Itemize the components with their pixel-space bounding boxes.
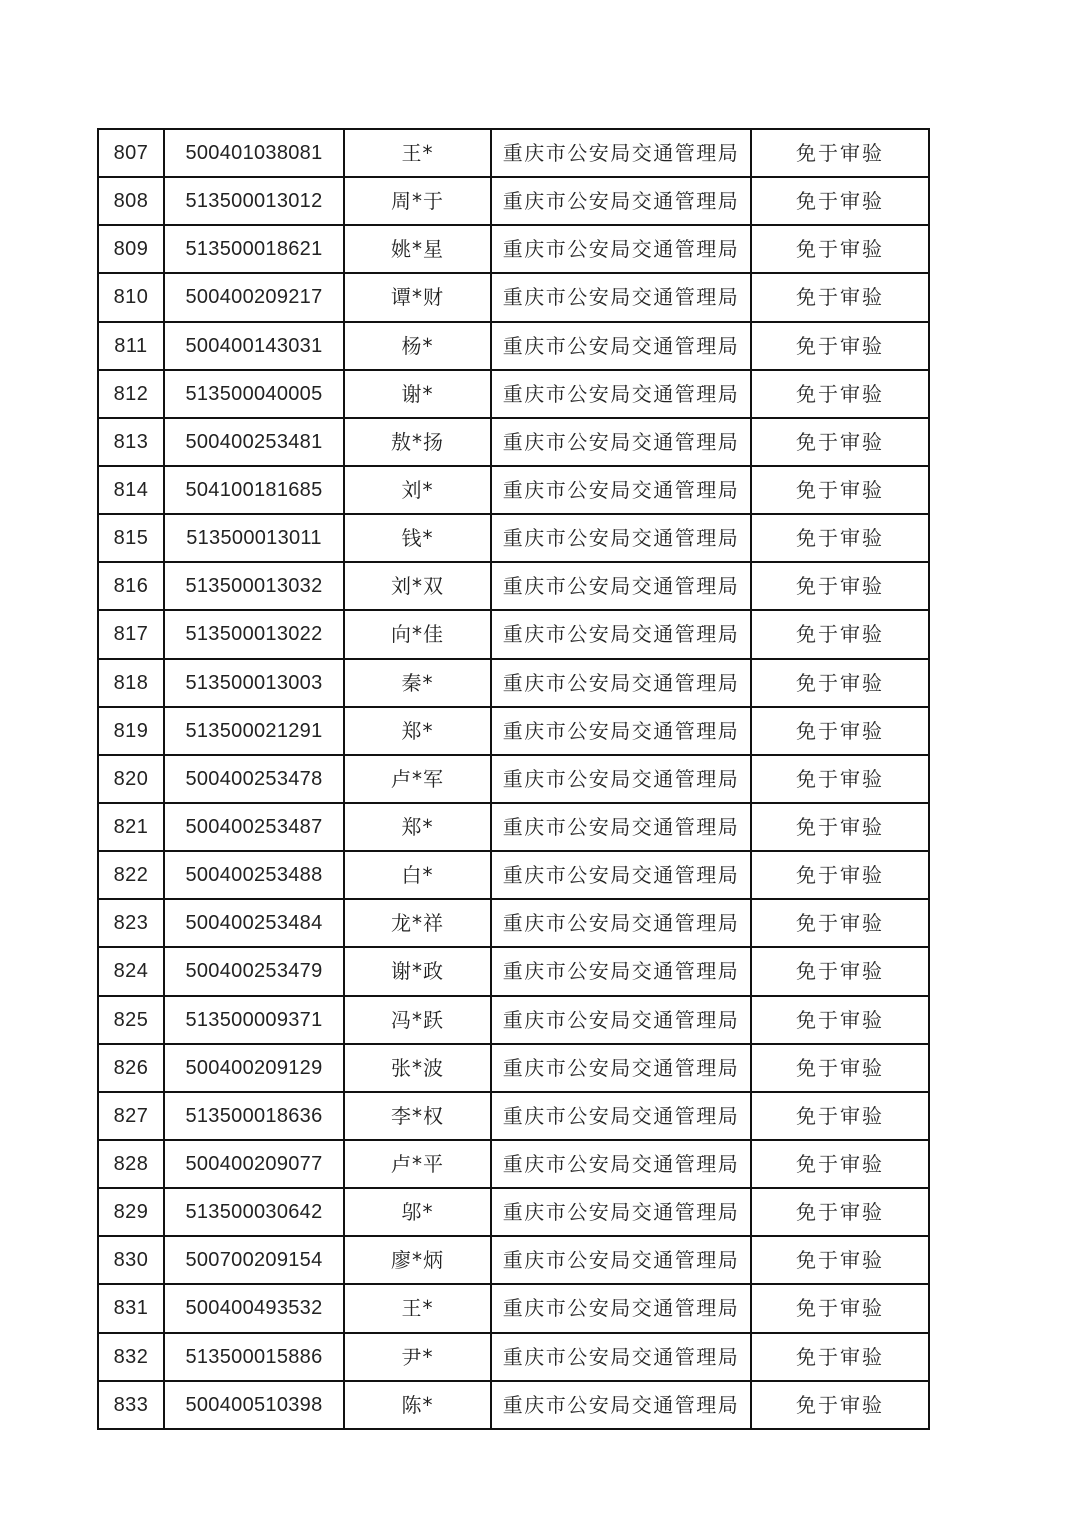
table-row: [98, 514, 929, 562]
serial-number-cell: 822: [98, 851, 164, 899]
person-name-cell: 郑*: [344, 803, 491, 851]
issuing-authority-cell: 重庆市公安局交通管理局: [491, 466, 751, 514]
table-row: [98, 1092, 929, 1140]
serial-number-cell: 829: [98, 1188, 164, 1236]
issuing-authority-cell: 重庆市公安局交通管理局: [491, 129, 751, 177]
serial-number-cell: 825: [98, 996, 164, 1044]
review-result-cell: 免于审验: [751, 1381, 929, 1429]
issuing-authority-cell: 重庆市公安局交通管理局: [491, 1044, 751, 1092]
table-row: [98, 1044, 929, 1092]
issuing-authority-cell: 重庆市公安局交通管理局: [491, 1284, 751, 1332]
issuing-authority-cell: 重庆市公安局交通管理局: [491, 659, 751, 707]
review-result-cell: 免于审验: [751, 1092, 929, 1140]
table-row: [98, 996, 929, 1044]
issuing-authority-cell: 重庆市公安局交通管理局: [491, 322, 751, 370]
certificate-number-cell: 500400253488: [164, 851, 344, 899]
certificate-number-cell: 513500013011: [164, 514, 344, 562]
person-name-cell: 敖*扬: [344, 418, 491, 466]
certificate-number-cell: 500400209217: [164, 273, 344, 321]
review-result-cell: 免于审验: [751, 803, 929, 851]
certificate-number-cell: 500400253479: [164, 947, 344, 995]
person-name-cell: 尹*: [344, 1333, 491, 1381]
issuing-authority-cell: 重庆市公安局交通管理局: [491, 1236, 751, 1284]
serial-number-cell: 821: [98, 803, 164, 851]
person-name-cell: 卢*军: [344, 755, 491, 803]
certificate-number-cell: 500400209077: [164, 1140, 344, 1188]
table-row: [98, 947, 929, 995]
certificate-number-cell: 500400510398: [164, 1381, 344, 1429]
certificate-number-cell: 513500018621: [164, 225, 344, 273]
table-row: [98, 562, 929, 610]
issuing-authority-cell: 重庆市公安局交通管理局: [491, 1381, 751, 1429]
review-result-cell: 免于审验: [751, 707, 929, 755]
table-row: [98, 225, 929, 273]
person-name-cell: 秦*: [344, 659, 491, 707]
table-row: [98, 659, 929, 707]
table-row: [98, 610, 929, 658]
serial-number-cell: 819: [98, 707, 164, 755]
table-row: [98, 707, 929, 755]
person-name-cell: 王*: [344, 129, 491, 177]
issuing-authority-cell: 重庆市公安局交通管理局: [491, 273, 751, 321]
person-name-cell: 周*于: [344, 177, 491, 225]
person-name-cell: 钱*: [344, 514, 491, 562]
table-row: [98, 851, 929, 899]
table-row: [98, 322, 929, 370]
certificate-number-cell: 513500018636: [164, 1092, 344, 1140]
person-name-cell: 谢*政: [344, 947, 491, 995]
serial-number-cell: 833: [98, 1381, 164, 1429]
review-result-cell: 免于审验: [751, 851, 929, 899]
person-name-cell: 刘*: [344, 466, 491, 514]
review-result-cell: 免于审验: [751, 418, 929, 466]
serial-number-cell: 824: [98, 947, 164, 995]
certificate-number-cell: 500401038081: [164, 129, 344, 177]
review-result-cell: 免于审验: [751, 1333, 929, 1381]
serial-number-cell: 832: [98, 1333, 164, 1381]
person-name-cell: 杨*: [344, 322, 491, 370]
table-row: [98, 1236, 929, 1284]
table-row: [98, 129, 929, 177]
review-result-cell: 免于审验: [751, 1284, 929, 1332]
issuing-authority-cell: 重庆市公安局交通管理局: [491, 514, 751, 562]
review-result-cell: 免于审验: [751, 1140, 929, 1188]
certificate-number-cell: 513500013012: [164, 177, 344, 225]
certificate-number-cell: 513500015886: [164, 1333, 344, 1381]
review-result-cell: 免于审验: [751, 947, 929, 995]
serial-number-cell: 828: [98, 1140, 164, 1188]
person-name-cell: 向*佳: [344, 610, 491, 658]
issuing-authority-cell: 重庆市公安局交通管理局: [491, 370, 751, 418]
table-row: [98, 418, 929, 466]
serial-number-cell: 812: [98, 370, 164, 418]
certificate-number-cell: 513500013003: [164, 659, 344, 707]
certificate-number-cell: 500400253481: [164, 418, 344, 466]
certificate-number-cell: 513500013022: [164, 610, 344, 658]
person-name-cell: 龙*祥: [344, 899, 491, 947]
table-row: [98, 1188, 929, 1236]
certificate-number-cell: 500400143031: [164, 322, 344, 370]
certificate-number-cell: 513500013032: [164, 562, 344, 610]
review-result-cell: 免于审验: [751, 755, 929, 803]
table-row: [98, 370, 929, 418]
certificate-number-cell: 500400253487: [164, 803, 344, 851]
issuing-authority-cell: 重庆市公安局交通管理局: [491, 610, 751, 658]
person-name-cell: 白*: [344, 851, 491, 899]
table-row: [98, 466, 929, 514]
issuing-authority-cell: 重庆市公安局交通管理局: [491, 1188, 751, 1236]
certificate-number-cell: 513500009371: [164, 996, 344, 1044]
table-row: [98, 1284, 929, 1332]
serial-number-cell: 831: [98, 1284, 164, 1332]
issuing-authority-cell: 重庆市公安局交通管理局: [491, 562, 751, 610]
serial-number-cell: 827: [98, 1092, 164, 1140]
serial-number-cell: 810: [98, 273, 164, 321]
certificate-number-cell: 504100181685: [164, 466, 344, 514]
issuing-authority-cell: 重庆市公安局交通管理局: [491, 707, 751, 755]
review-result-cell: 免于审验: [751, 322, 929, 370]
certificate-number-cell: 500400209129: [164, 1044, 344, 1092]
certificate-number-cell: 513500030642: [164, 1188, 344, 1236]
review-result-cell: 免于审验: [751, 177, 929, 225]
serial-number-cell: 830: [98, 1236, 164, 1284]
review-result-cell: 免于审验: [751, 225, 929, 273]
person-name-cell: 谢*: [344, 370, 491, 418]
serial-number-cell: 808: [98, 177, 164, 225]
issuing-authority-cell: 重庆市公安局交通管理局: [491, 851, 751, 899]
serial-number-cell: 815: [98, 514, 164, 562]
serial-number-cell: 811: [98, 322, 164, 370]
serial-number-cell: 826: [98, 1044, 164, 1092]
review-result-cell: 免于审验: [751, 562, 929, 610]
serial-number-cell: 809: [98, 225, 164, 273]
issuing-authority-cell: 重庆市公安局交通管理局: [491, 1140, 751, 1188]
review-result-cell: 免于审验: [751, 610, 929, 658]
review-result-cell: 免于审验: [751, 370, 929, 418]
issuing-authority-cell: 重庆市公安局交通管理局: [491, 1092, 751, 1140]
review-result-cell: 免于审验: [751, 514, 929, 562]
certificate-number-cell: 500400253478: [164, 755, 344, 803]
certificate-number-cell: 500400493532: [164, 1284, 344, 1332]
serial-number-cell: 816: [98, 562, 164, 610]
issuing-authority-cell: 重庆市公安局交通管理局: [491, 947, 751, 995]
issuing-authority-cell: 重庆市公安局交通管理局: [491, 418, 751, 466]
table-row: [98, 803, 929, 851]
certificate-number-cell: 500700209154: [164, 1236, 344, 1284]
review-result-cell: 免于审验: [751, 1188, 929, 1236]
table-row: [98, 177, 929, 225]
review-result-cell: 免于审验: [751, 996, 929, 1044]
table-row: [98, 273, 929, 321]
issuing-authority-cell: 重庆市公安局交通管理局: [491, 177, 751, 225]
person-name-cell: 张*波: [344, 1044, 491, 1092]
person-name-cell: 李*权: [344, 1092, 491, 1140]
issuing-authority-cell: 重庆市公安局交通管理局: [491, 225, 751, 273]
review-result-cell: 免于审验: [751, 129, 929, 177]
review-result-cell: 免于审验: [751, 466, 929, 514]
certificate-number-cell: 513500040005: [164, 370, 344, 418]
person-name-cell: 姚*星: [344, 225, 491, 273]
person-name-cell: 郑*: [344, 707, 491, 755]
serial-number-cell: 820: [98, 755, 164, 803]
serial-number-cell: 813: [98, 418, 164, 466]
issuing-authority-cell: 重庆市公安局交通管理局: [491, 1333, 751, 1381]
table-row: [98, 899, 929, 947]
person-name-cell: 陈*: [344, 1381, 491, 1429]
review-result-cell: 免于审验: [751, 273, 929, 321]
person-name-cell: 邬*: [344, 1188, 491, 1236]
serial-number-cell: 817: [98, 610, 164, 658]
serial-number-cell: 818: [98, 659, 164, 707]
records-table-body: [98, 129, 929, 1429]
person-name-cell: 王*: [344, 1284, 491, 1332]
certificate-number-cell: 513500021291: [164, 707, 344, 755]
person-name-cell: 卢*平: [344, 1140, 491, 1188]
serial-number-cell: 823: [98, 899, 164, 947]
person-name-cell: 廖*炳: [344, 1236, 491, 1284]
person-name-cell: 刘*双: [344, 562, 491, 610]
review-result-cell: 免于审验: [751, 899, 929, 947]
review-result-cell: 免于审验: [751, 1044, 929, 1092]
table-row: [98, 1381, 929, 1429]
issuing-authority-cell: 重庆市公安局交通管理局: [491, 996, 751, 1044]
issuing-authority-cell: 重庆市公安局交通管理局: [491, 803, 751, 851]
records-table: [97, 128, 930, 1430]
review-result-cell: 免于审验: [751, 659, 929, 707]
issuing-authority-cell: 重庆市公安局交通管理局: [491, 755, 751, 803]
review-result-cell: 免于审验: [751, 1236, 929, 1284]
person-name-cell: 谭*财: [344, 273, 491, 321]
person-name-cell: 冯*跃: [344, 996, 491, 1044]
serial-number-cell: 807: [98, 129, 164, 177]
table-row: [98, 755, 929, 803]
certificate-number-cell: 500400253484: [164, 899, 344, 947]
table-row: [98, 1333, 929, 1381]
table-row: [98, 1140, 929, 1188]
serial-number-cell: 814: [98, 466, 164, 514]
issuing-authority-cell: 重庆市公安局交通管理局: [491, 899, 751, 947]
